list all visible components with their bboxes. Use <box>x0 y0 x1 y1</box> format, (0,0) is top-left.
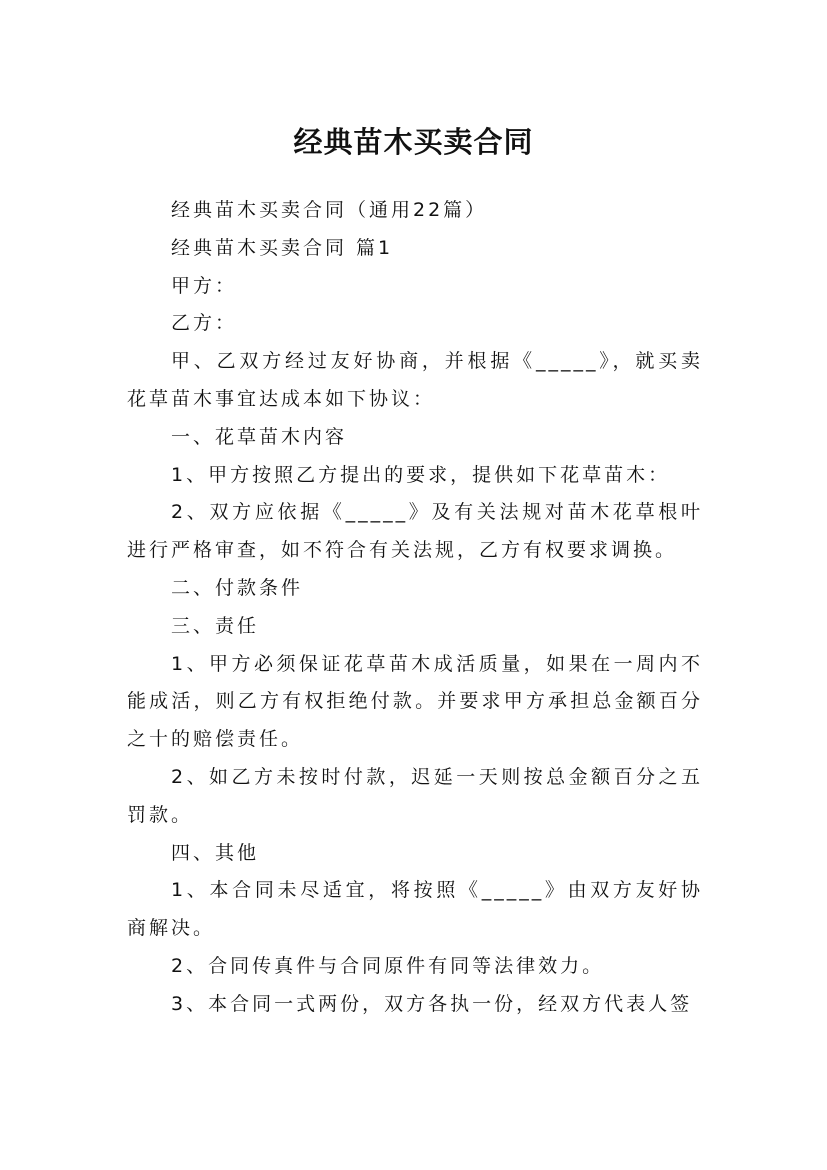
paragraph-subtitle: 经典苗木买卖合同（通用22篇） <box>171 199 488 221</box>
paragraph-clause: 1、甲方按照乙方提出的要求，提供如下花草苗木： <box>171 463 671 486</box>
paragraph-clause: 2、双方应依据《_____》及有关法规对苗木花草根叶进行严格审查，如不符合有关法规，乙方有权要求调换。 <box>127 501 703 562</box>
paragraph-clause: 2、如乙方未按时付款，迟延一天则按总金额百分之五罚款。 <box>127 765 703 826</box>
paragraph-heading-liability: 三、责任 <box>171 614 260 637</box>
paragraph-preamble: 甲、乙双方经过友好协商，并根据《_____》，就买卖花草苗木事宜达成本如下协议： <box>127 350 703 410</box>
document-body <box>127 192 703 1024</box>
paragraph-clause: 2、合同传真件与合同原件有同等法律效力。 <box>171 954 605 977</box>
paragraph-section-heading: 经典苗木买卖合同 篇1 <box>171 236 394 259</box>
paragraph-heading-payment: 二、付款条件 <box>171 576 304 599</box>
paragraph-heading-other: 四、其他 <box>171 841 260 864</box>
document-title: 经典苗木买卖合同 <box>293 125 534 160</box>
paragraph-clause: 3、本合同一式两份，双方各执一份，经双方代表人签 <box>171 992 693 1015</box>
paragraph-party-a: 甲方： <box>171 274 238 297</box>
paragraph-clause: 1、甲方必须保证花草苗木成活质量，如果在一周内不能成活，则乙方有权拒绝付款。并要求甲方承担总金额百分之十的赔偿责任。 <box>127 652 703 751</box>
paragraph-clause: 1、本合同未尽适宜，将按照《_____》由双方友好协商解决。 <box>127 879 703 940</box>
paragraph-party-b: 乙方： <box>171 312 238 335</box>
paragraph-heading-content: 一、花草苗木内容 <box>171 425 348 448</box>
